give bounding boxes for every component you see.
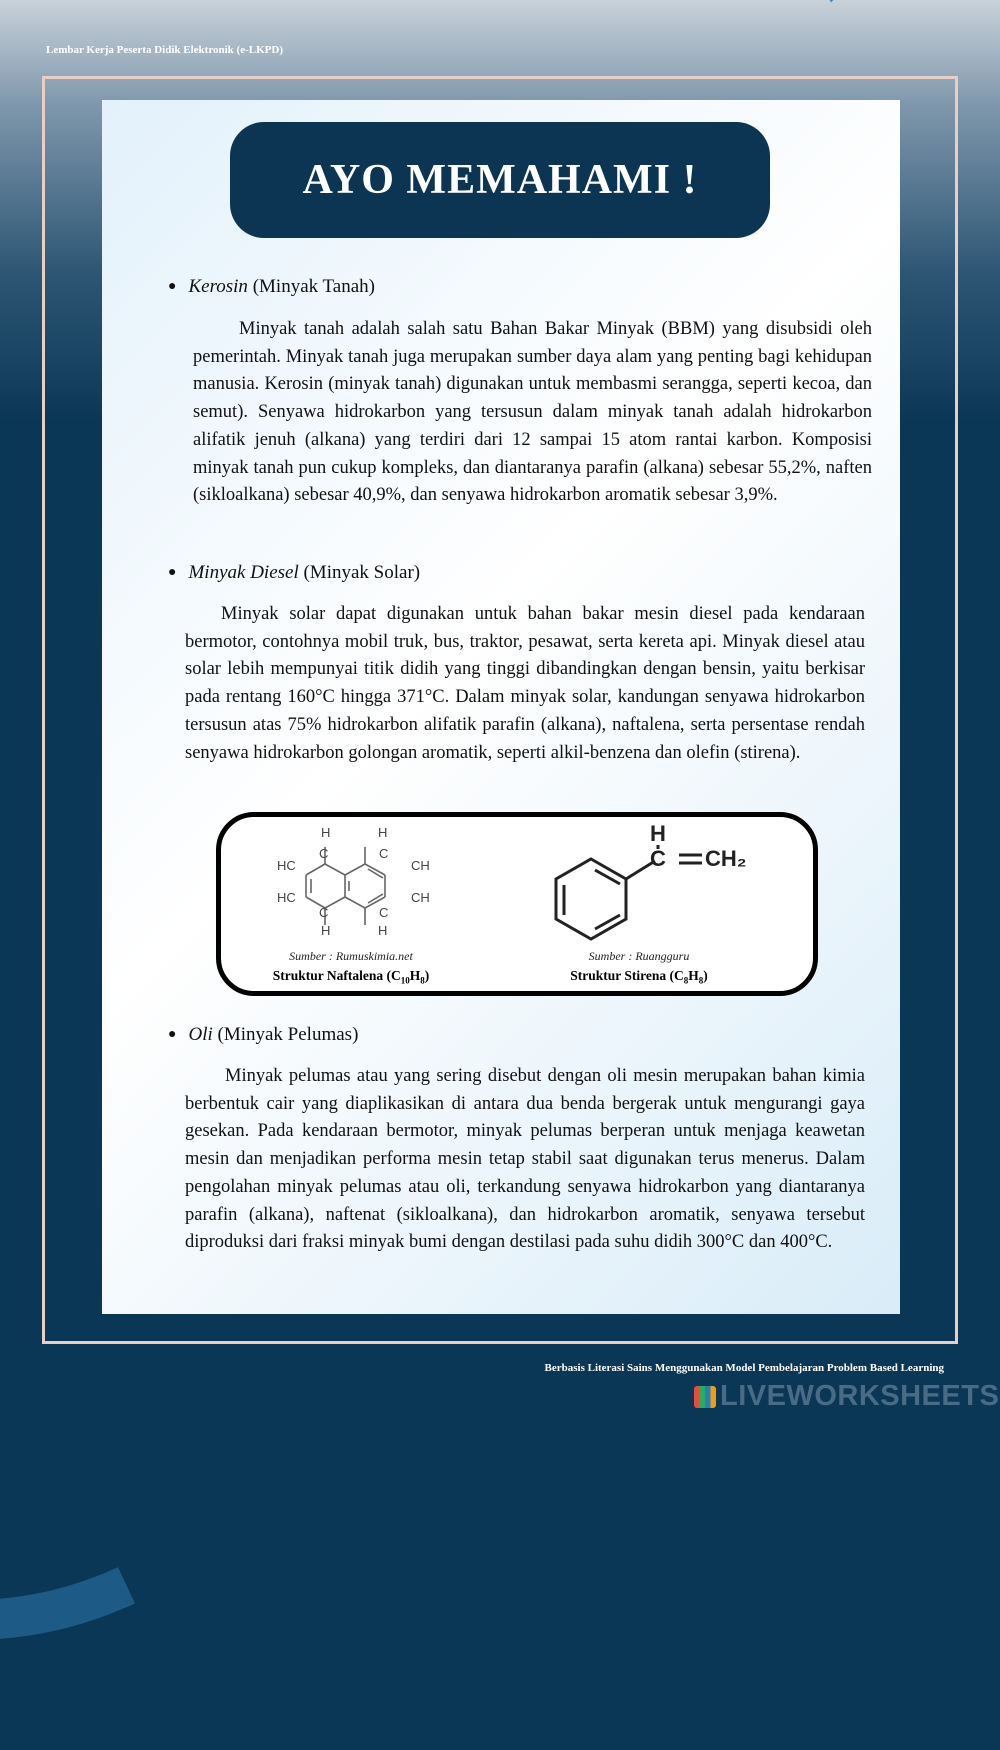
caption-text: H: [688, 968, 699, 983]
page-header: Lembar Kerja Peserta Didik Elektronik (e-LKPD): [46, 44, 283, 56]
caption-subscript: 8: [698, 975, 704, 986]
liveworksheets-logo-icon: [694, 1386, 716, 1408]
watermark: [694, 1380, 999, 1413]
section-term-suffix: (Minyak Tanah): [247, 276, 375, 297]
section-heading-kerosin: [168, 276, 375, 298]
bullet-icon: ●: [168, 279, 177, 294]
watermark-text: LIVEWORKSHEETS: [720, 1380, 1000, 1412]
atom-label-h: H: [321, 825, 331, 840]
bullet-icon: ●: [168, 1027, 177, 1042]
section-term: Oli: [188, 1024, 213, 1045]
caption-subscript: 8: [420, 975, 425, 986]
section-paragraph-kerosin: Minyak tanah adalah salah satu Bahan Bakar Minyak (BBM) yang disubsidi oleh pemerintah. Minyak tanah juga merupakan sumber daya alam yang penting bagi kehidupan manusia. Kerosin (minyak tanah) digunakan untuk membasmi serangga, seperti kecoa, dan semut). Senyawa hidrokarbon yang tersusun dalam minyak tanah adalah hidrokarbon alifatik jenuh (alkana) yang terdiri dari 12 sampai 15 atom rantai karbon. Komposisi minyak tanah pun cukup kompleks, dan diantaranya parafin (alkana) sebesar 55,2%, naften (sikloalkana) sebesar 40,9%, dan senyawa hidrokarbon aromatik sebesar 3,9%.: [193, 319, 872, 506]
styrene-source: Sumber : Ruangguru: [588, 949, 690, 963]
atom-label-ch: CH: [411, 890, 430, 905]
atom-label-h: H: [378, 825, 388, 840]
atom-label-c: C: [319, 846, 329, 861]
atom-label-c: C: [650, 846, 666, 871]
naphthalene-caption: [241, 968, 461, 986]
page-title: AYO MEMAHAMI !: [230, 122, 770, 238]
section-heading-diesel: [168, 562, 420, 584]
content-page: [102, 100, 900, 1314]
atom-label-hc: HC: [277, 890, 296, 905]
atom-label-h: H: [378, 923, 388, 938]
page-footer: Berbasis Literasi Sains Menggunakan Model Pembelajaran Problem Based Learning: [544, 1362, 944, 1374]
atom-label-c: C: [379, 905, 389, 920]
section-paragraph-diesel: Minyak solar dapat digunakan untuk bahan bakar mesin diesel pada kendaraan bermotor, contohnya mobil truk, bus, traktor, pesawat, serta kereta api. Minyak diesel atau solar lebih mempunyai titik didih yang tinggi dibandingkan dengan bensin, yaitu berkisar pada rentang 160°C hingga 371°C. Dalam minyak solar, kandungan senyawa hidrokarbon tersusun atas 75% hidrokarbon alifatik parafin (alkana), naftalena, serta persentase rendah senyawa hidrokarbon golongan aromatik, seperti alkil-benzena dan olefin (stirena).: [185, 604, 865, 763]
styrene-caption: [529, 968, 749, 986]
section-term: Minyak Diesel: [188, 562, 299, 583]
section-heading-oli: [168, 1024, 358, 1046]
caption-text: ): [703, 968, 708, 983]
atom-label-hc: HC: [277, 858, 296, 873]
atom-label-h: H: [650, 821, 666, 846]
atom-label-ch2: CH₂: [705, 846, 747, 871]
atom-label-ch: CH: [411, 858, 430, 873]
styrene-structure-icon: [221, 817, 813, 991]
caption-subscript: 8: [683, 975, 689, 986]
atom-label-c: C: [319, 905, 329, 920]
bullet-icon: ●: [168, 565, 177, 580]
caption-text: Struktur Naftalena (C: [272, 968, 401, 983]
naphthalene-source: Sumber : Rumuskimia.net: [289, 949, 413, 963]
atom-label-h: H: [321, 923, 331, 938]
section-term: Kerosin: [188, 276, 248, 297]
section-paragraph-oli: Minyak pelumas atau yang sering disebut dengan oli mesin merupakan bahan kimia berbentuk cair yang diaplikasikan di antara dua benda bergerak untuk mengurangi gaya gesekan. Pada kendaraan bermotor, minyak pelumas berperan untuk menjaga keawetan mesin dan menjadikan performa mesin tetap stabil saat digunakan terus menerus. Dalam pengolahan minyak pelumas atau oli, terkandung senyawa hidrokarbon yang diantaranya parafin (alkana), naftenat (sikloalkana), dan hidrokarbon aromatik, senyawa tersebut diproduksi dari fraksi minyak bumi dengan destilasi pada suhu didih 300°C dan 400°C.: [185, 1066, 865, 1253]
caption-text: H: [409, 968, 421, 983]
caption-text: ): [424, 968, 430, 983]
atom-label-c: C: [379, 846, 389, 861]
section-term-suffix: (Minyak Solar): [298, 562, 421, 583]
caption-text: Struktur Stirena (C: [570, 968, 684, 983]
caption-subscript: 10: [400, 975, 410, 986]
section-term-suffix: (Minyak Pelumas): [212, 1024, 359, 1045]
chemical-structures-box: [216, 812, 818, 996]
